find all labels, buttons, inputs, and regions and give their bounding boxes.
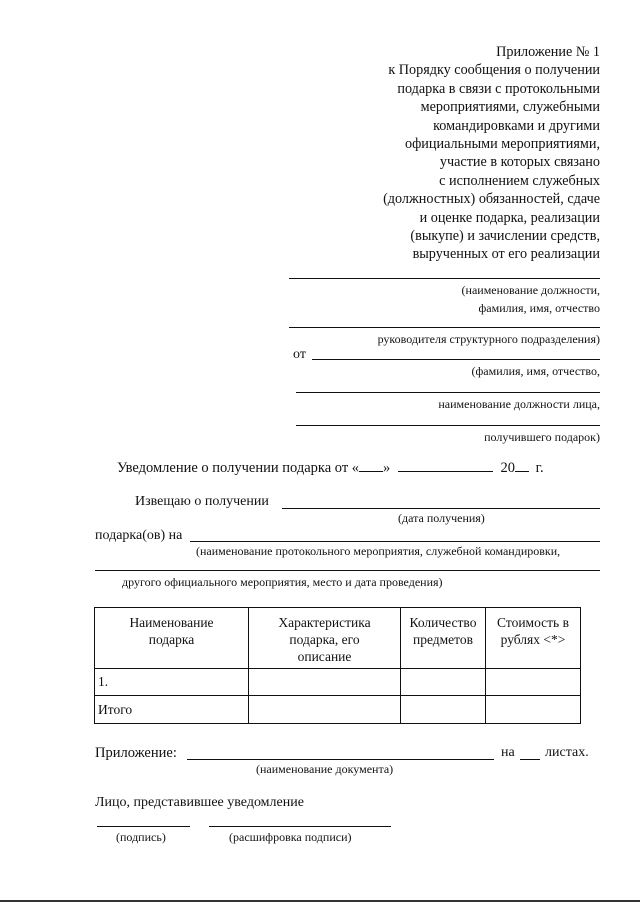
table-header-row: [95, 608, 581, 669]
header-line: участие в которых связано: [439, 154, 600, 171]
row-description-cell[interactable]: [249, 669, 401, 696]
header-line: вырученных от его реализации: [412, 246, 600, 263]
attachment-label: Приложение:: [95, 745, 177, 761]
header-line: и оценке подарка, реализации: [419, 209, 600, 226]
header-description: [249, 608, 401, 669]
event-caption-1: (наименование протокольного мероприятия, служебной командировки,: [196, 544, 561, 558]
header-line: подарка в связи с протокольными: [397, 80, 600, 97]
caption-fio: (фамилия, имя, отчество,: [471, 364, 600, 378]
row-number[interactable]: 1.: [95, 669, 249, 696]
header-text: подарка: [148, 632, 195, 647]
header-text: Характеристика: [278, 615, 371, 630]
caption-position: (наименование должности,: [461, 283, 600, 297]
from-label: от: [293, 347, 306, 362]
inform-label: Извещаю о получении: [135, 494, 269, 509]
signature-line[interactable]: [97, 826, 190, 827]
notice-title-prefix: Уведомление о получении подарка от «: [117, 460, 360, 476]
year-label: 20: [500, 460, 516, 476]
caption-person-position: наименование должности лица,: [438, 397, 600, 411]
signer-label: Лицо, представившее уведомление: [95, 795, 304, 810]
from-line[interactable]: [312, 359, 600, 360]
appendix-title: Приложение № 1: [496, 44, 600, 60]
table-total-row: [95, 696, 581, 724]
header-text: Наименование: [129, 615, 214, 630]
header-text: подарка, его: [289, 632, 360, 647]
gifts-table: [94, 607, 581, 724]
caption-name: фамилия, имя, отчество: [478, 301, 600, 315]
gifts-label: подарка(ов) на: [95, 528, 183, 543]
signature-decode-line[interactable]: [209, 826, 391, 827]
header-text: Стоимость в: [497, 615, 569, 630]
appendix-header: [383, 43, 600, 264]
year-field[interactable]: [515, 459, 529, 472]
row-quantity-cell[interactable]: [401, 669, 486, 696]
header-text: Количество: [409, 615, 477, 630]
header-line: командировками и другими: [433, 117, 600, 134]
header-line: к Порядку сообщения о получении: [388, 62, 600, 79]
page-bottom-edge: [0, 900, 640, 902]
header-cost: [486, 608, 581, 669]
total-description-cell: [249, 696, 401, 724]
recipient-line[interactable]: [296, 425, 600, 426]
header-line: мероприятиями, служебными: [420, 99, 600, 116]
attachment-caption: (наименование документа): [256, 762, 394, 776]
total-label: Итого: [95, 696, 249, 724]
month-field[interactable]: [398, 459, 493, 472]
addressee-line-2[interactable]: [289, 327, 600, 328]
total-quantity-cell[interactable]: [401, 696, 486, 724]
header-quantity: [401, 608, 486, 669]
addressee-line-1[interactable]: [289, 278, 600, 279]
notice-title-mid: »: [383, 460, 391, 476]
signature-caption: (подпись): [116, 830, 166, 844]
header-line: (должностных) обязанностей, сдаче: [383, 191, 600, 208]
attachment-on: на: [501, 745, 515, 760]
day-field[interactable]: [359, 459, 383, 472]
total-cost-cell[interactable]: [486, 696, 581, 724]
caption-recipient: получившего подарок): [484, 430, 600, 444]
table-row: [95, 669, 581, 696]
event-line-2[interactable]: [95, 570, 600, 571]
event-caption-2: другого официального мероприятия, место и дата проведения): [122, 575, 443, 589]
header-text: описание: [297, 649, 352, 664]
header-line: с исполнением служебных: [439, 172, 600, 189]
event-line[interactable]: [190, 541, 600, 542]
year-suffix: г.: [535, 460, 544, 476]
header-name: [95, 608, 249, 669]
header-text: предметов: [412, 632, 474, 647]
header-line: официальными мероприятиями,: [405, 136, 600, 153]
date-caption: (дата получения): [398, 511, 485, 525]
row-cost-cell[interactable]: [486, 669, 581, 696]
position-line[interactable]: [296, 392, 600, 393]
date-received-line[interactable]: [282, 508, 600, 509]
decode-caption: (расшифровка подписи): [229, 830, 352, 844]
attachment-doc-line[interactable]: [187, 759, 494, 760]
sheets-count-line[interactable]: [520, 759, 540, 760]
header-text: рублях <*>: [500, 632, 566, 647]
header-line: (выкупе) и зачислении средств,: [410, 228, 600, 245]
notice-title: [117, 459, 544, 477]
attachment-sheets: листах.: [545, 745, 589, 760]
caption-head: руководителя структурного подразделения): [377, 332, 600, 346]
